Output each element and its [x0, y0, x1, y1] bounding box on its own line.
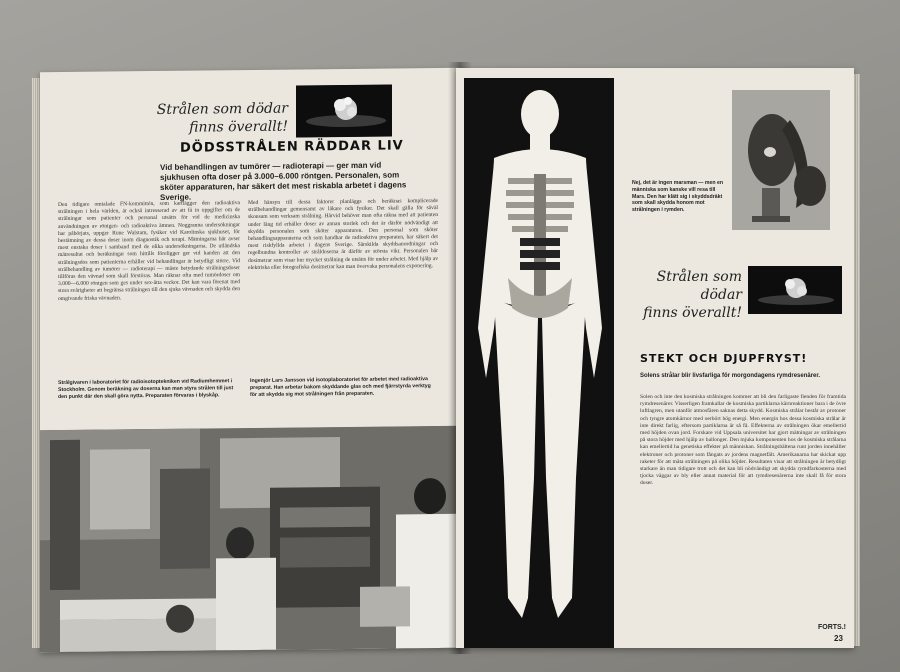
right-headline: STEKT OCH DJUPFRYST!: [640, 352, 808, 365]
left-kicker-line1: Strålen som dödar: [156, 100, 288, 118]
left-headline: DÖDSSTRÅLEN RÄDDAR LIV: [180, 138, 404, 156]
left-column-1: Den tidigare omtalade FN-kommittén, som kartlägger den radioaktiva strålningen i hela världen, är också intresserad av att få in uppgifter om de strålningar som patienter och personal utsätts för vid de medicinska användningen av röntgen- och radioaktiva ämnen. Noggranna undersökningar har påbörjats, uppger Rune Walstam, fysiker vid Karolinska sjukhuset, för bestämning av dessa doser inom diagnostik och terapi. Mätningarna här avser mest enstaka doser i samband med de olika undersökningarna. De utländska mätresultat och beräkningar som hittills föreligger ger vid handen att den strålningsdos som patienterna erhåller vid behandlingar är betydligt större. Vid strålbehandling av tumörer — radioterapi — måste betydande strålningsdoser tillföras den vävnad som skall förstöras. Man räknar ofta med tumördoser om 3.000—6.000 röntgen som ges under sex-åtta veckor. Det kan vara förenat med stora svårigheter att begränsa strålningen till den sjuka vävnaden och skydda den omgivande friska vävnaden.: [58, 200, 240, 302]
space-suit-photo-image: [732, 90, 830, 230]
body-xray-illustration: [464, 78, 614, 648]
left-kicker-line2: finns överallt!: [189, 118, 288, 136]
right-body-text: Solen och inte den kosmiska strålningen kommer att bli den farligaste fienden för framtida rymdresenärer. Visserligen framkallar de kosmiska partiklarna kärnreaktioner bara i de övre luftlagren, men utanför atmosfären saknas detta skydd. Kosmiska strålar består av protoner och tyngre atomkärnor med oerhört hög energi. Men energin hos dessa kosmiska strålar är inte direkt farlig, eftersom partiklarna är så få. Effekterna av strålningen ökar emellertid med höjden ovan jord. Forskare vid Uppsala universitet har gjort mätningar av strålningen på stora höjder med hjälp av ballonger. Den mjuka komponenten hos de kosmiska strålarna kan emellertid ha genetiska effekter på människan. Strålningsbältena runt jorden innehåller elektroner och protoner som fångats av jordens magnetfält. Amerikanarna har skickat upp raketer för att mäta strålningen på olika höjder. Resultaten visar att strålningen är betydligt starkare än man tidigare trott och det kan bli nödvändigt att skydda rymdfarkosterna med tjocka väggar av bly eller annat material för att rymdresenärerna inte skall få för stora doser.: [640, 394, 846, 487]
explosion-image: [296, 85, 392, 138]
left-explosion-thumbnail: [296, 85, 392, 138]
left-page: [40, 68, 460, 652]
right-kicker: [628, 268, 742, 322]
page-number: 23: [834, 634, 843, 643]
right-page: [456, 68, 854, 648]
space-suit-photo: [732, 90, 830, 230]
right-lead: Solens strålar blir livsfarliga för morgondagens rymdresenärer.: [640, 373, 821, 379]
left-lead: Vid behandlingen av tumörer — radioterapi — ger man vid sjukhusen ofta doser på 3.000–6.000 röntgen. Personalen, som sköter apparaturen, har säkert det mest riskabla arbetet i dagens Sverige.: [160, 160, 407, 202]
right-kicker-line1: Strålen som dödar: [656, 269, 742, 303]
right-explosion-thumbnail: [748, 266, 842, 314]
explosion-image: [748, 266, 842, 314]
left-caption-1: Strålgivaren i laboratoriet för radioisotoptekniken vid Radiumhemmet i Stockholm. Genom beräkning av doserna kan man styra strålen till just den punkt där den skall göra nytta. Preparaten förvaras i blyskåp.: [58, 378, 234, 400]
left-kicker: [148, 100, 288, 137]
laboratory-photo: [40, 426, 460, 652]
left-caption-2: Ingenjör Lars Jansson vid isotoplaboratoriet för arbetet med radioaktiva preparat. Han arbetar bakom skyddande glas och med fjärrstyrda verktyg för att skydda sig mot strålningen från preparaten.: [250, 376, 431, 398]
left-column-2: Med hänsyn till dessa faktorer planläggs och beräknas komplicerade strålbehandlingar gemensamt av läkare och fysiker. Det skall gälla för såväl skonsam som verksam strålning. Härvid behöver man ofta räkna med att patienten under lång tid erhåller doser av annan storlek och det är därför nödvändigt att skydda personalen som sköter apparaturen. Den personal som sköter behandlingsapparaterna och som handhar de radioaktiva preparaten, har säkert det mest riskfyllda arbetet i dagens Sverige. Särskilda skyddsanordningar och regelbundna kontroller av stråldoserna är därför av största vikt. Personalen bär dosimetrar som visar hur mycket strålning de utsätts för under arbetet. Med hjälp av elektriska eller fotografiska dosimetrar kan man övervaka personalens exponering.: [248, 198, 438, 271]
space-suit-caption: Nej, det är ingen marsman — men en människa som kanske vill resa till Mars. Den har klätt sig i skyddsdräkt som skall skydda honom mot strålningen i rymden.: [632, 180, 724, 214]
continued-marker: FORTS.!: [818, 624, 846, 631]
right-kicker-line2: finns överallt!: [643, 305, 742, 321]
laboratory-photo-image: [40, 426, 460, 652]
